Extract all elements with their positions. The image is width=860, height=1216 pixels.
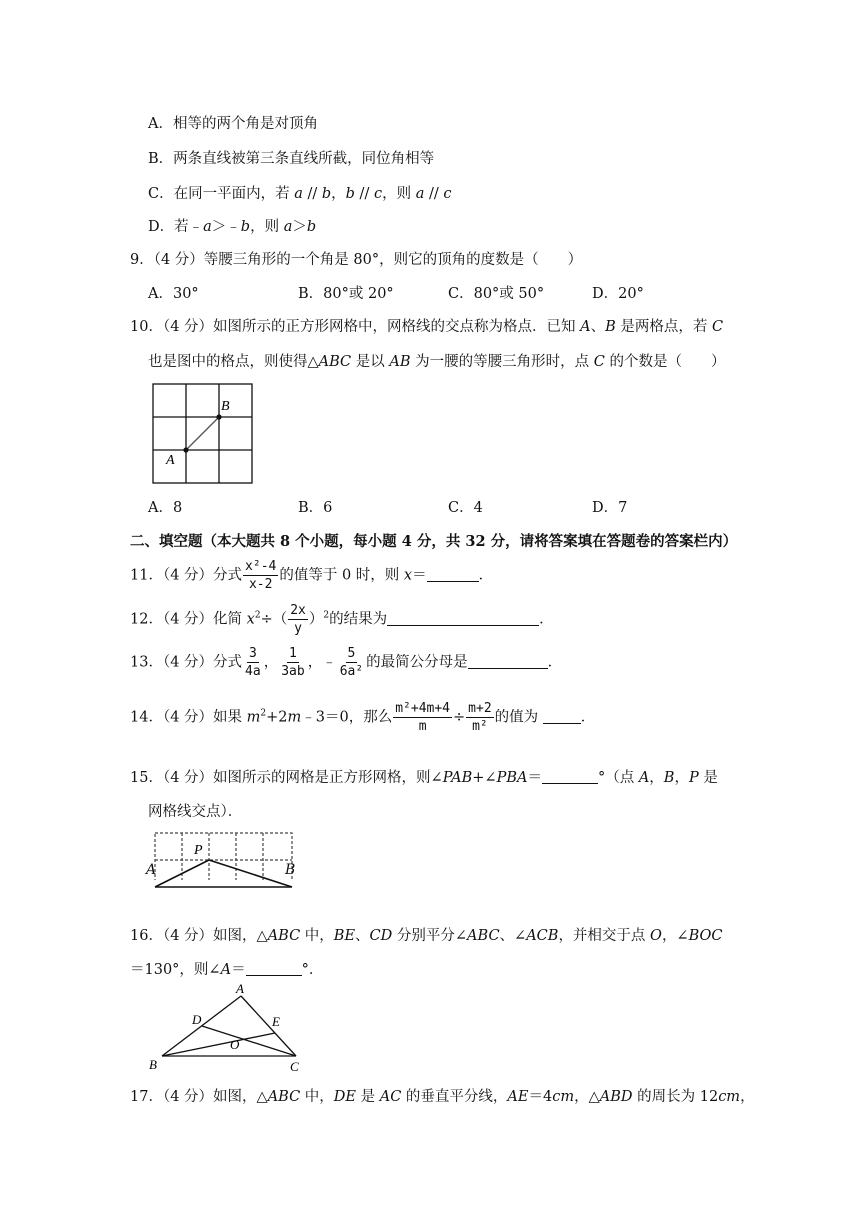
q8-option-d: D．若﹣a＞﹣b，则 a＞b [148,219,317,235]
point-b [216,414,221,419]
q9-option-c: C．80°或 50° [448,286,545,302]
q16-triangle-figure [144,980,314,1076]
q9-stem: 9．（4 分）等腰三角形的一个角是 80°，则它的顶角的度数是（ ） [130,252,583,268]
segment-ab [186,417,219,450]
q16-stem-line1: 16．（4 分）如图，△ABC 中，BE、CD 分别平分∠ABC、∠ACB，并相交于点 O，∠BOC [130,928,723,944]
q8-option-c: C．在同一平面内，若 a // b，b // c，则 a // c [148,186,452,202]
q13-answer-blank [468,654,548,669]
label-o: O [230,1037,240,1052]
q15-label-a: A [146,862,157,878]
q15-answer-blank [542,769,598,784]
q9-option-a: A．30° [148,286,199,302]
q15-stem-line1: 15．（4 分）如图所示的网格是正方形网格，则∠PAB+∠PBA＝ °（点 A，B，P 是 [130,770,718,786]
q16-stem-line2: ＝130°，则∠A＝ °． [130,962,324,978]
label-d: D [192,1012,202,1027]
label-p: P [194,843,203,858]
q10-option-a: A．8 [148,500,183,516]
q14-fraction-2: $\frac{m+2}{\text{m²}}$ [468,701,492,734]
q8-option-b: B．两条直线被第三条直线所截，同位角相等 [148,151,435,167]
q13-fraction-3: $\frac{5}{\text{6a²}}$ [339,646,364,679]
q14-answer-blank [543,709,581,724]
q12-fraction: $\frac{2x}{y}$ [290,603,306,636]
q13-fraction-1: $\frac{3}{4a}$ [245,646,261,679]
q12: 12．（4 分）化简 $x^2\div$（ $\frac{2x}{y}$ ）$^2$的结果为 ． [130,603,554,636]
q10-option-c: C．4 [448,500,483,516]
q11-fraction: $\frac{\text{x²-4}}{x-2}$ [245,559,277,592]
label-a: A [166,453,175,468]
q15-stem-line2: 网格线交点）． [148,804,243,820]
label-e: E [272,1014,280,1029]
label-b: B [221,399,230,414]
q8-option-a: A．相等的两个角是对顶角 [148,116,318,132]
q9-option-b: B．80°或 20° [298,286,394,302]
point-a [183,447,188,452]
q10-grid-figure [148,380,258,486]
q10-stem-line1: 10．（4 分）如图所示的正方形网格中，网格线的交点称为格点．已知 A、B 是两格点，若 C [130,319,724,335]
q10-option-d: D．7 [592,500,628,516]
q10-stem-line2: 也是图中的格点，则使得△ABC 是以 AB 为一腰的等腰三角形时，点 C 的个数是（ ） [148,354,726,370]
q16-answer-blank [246,961,302,976]
label-c: C [290,1059,299,1074]
label-b: B [149,1057,157,1072]
q10-option-b: B．6 [298,500,333,516]
q13-fraction-2: $\frac{1}{3ab}$ [281,646,305,679]
q17-stem: 17．（4 分）如图，△ABC 中，DE 是 AC 的垂直平分线，AE＝4cm，△ABD 的周长为 12cm， [130,1089,755,1105]
q11-answer-blank [427,567,479,582]
q9-option-d: D．20° [592,286,644,302]
label-a: A [236,981,244,996]
q13: 13．（4 分）分式 $\frac{3}{4a}$ ， $\frac{1}{3ab}$ ，﹣ $\frac{5}{\text{6a²}}$ 的最简公分母是 ． [130,646,563,679]
q15-label-b: B [285,862,296,878]
section-title: 二、填空题（本大题共 8 个小题，每小题 4 分，共 32 分，请将答案填在答题卷的答案栏内） [130,533,738,550]
q14: 14．（4 分）如果 $m^2+2m﹣3=0$，那么 $\frac{\text{m²+4m+4}}{m}$ ÷ $\frac{m+2}{\text{m²}}$ 的值为 ． [130,701,596,734]
q12-answer-blank [387,611,539,626]
q11: 11．（4 分）分式 $\frac{\text{x²-4}}{x-2}$ 的值等于 0 时，则 x＝ ． [130,559,494,592]
q14-fraction-1: $\frac{\text{m²+4m+4}}{m}$ [395,701,451,734]
q15-triangle [144,830,304,892]
